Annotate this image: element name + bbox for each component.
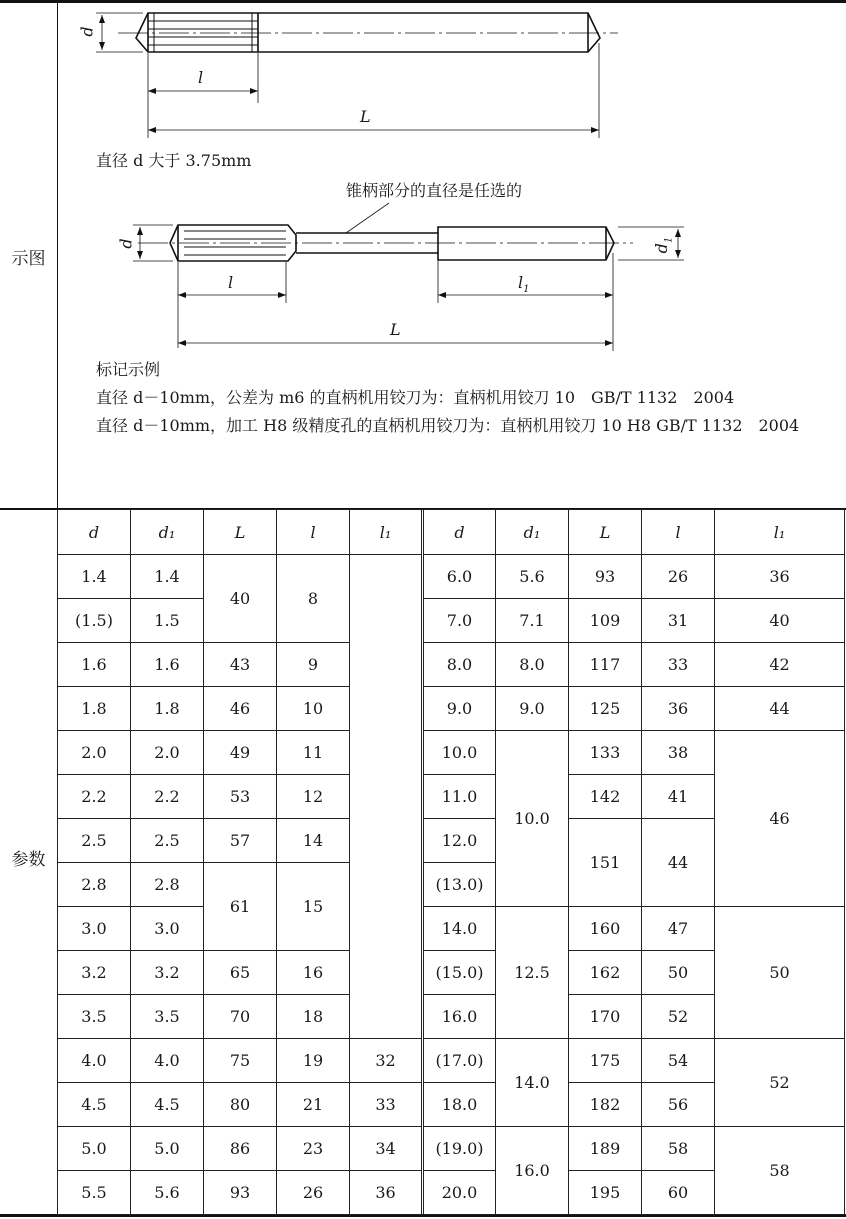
cell: (13.0) [423, 863, 496, 907]
cell: 4.0 [58, 1039, 131, 1083]
bottom-d1-label: $d_1$ [652, 236, 675, 254]
header-d-right: d [423, 510, 496, 555]
cell: 36 [642, 687, 715, 731]
marking-example-1: 直径 d－10mm，公差为 m6 的直柄机用铰刀为：直柄机用铰刀 10 GB/T 1132 2004 [96, 388, 735, 407]
cell: 182 [569, 1083, 642, 1127]
cell: 9.0 [496, 687, 569, 731]
cell: 3.0 [58, 907, 131, 951]
cell: 23 [277, 1127, 350, 1171]
cell: 16.0 [423, 995, 496, 1039]
cell: 65 [204, 951, 277, 995]
cell: 19 [277, 1039, 350, 1083]
table-row [58, 1127, 845, 1171]
cell: 11.0 [423, 775, 496, 819]
cell: 4.5 [58, 1083, 131, 1127]
cell: 9.0 [423, 687, 496, 731]
cell: 8.0 [496, 643, 569, 687]
cell: 18.0 [423, 1083, 496, 1127]
empty-cell [350, 555, 423, 1039]
marking-title: 标记示例 [96, 360, 161, 379]
cell: 46 [204, 687, 277, 731]
cell: 2.2 [131, 775, 204, 819]
cell: 3.2 [131, 951, 204, 995]
cell: 162 [569, 951, 642, 995]
cell: 44 [642, 819, 715, 907]
cell: 117 [569, 643, 642, 687]
cell: (1.5) [58, 599, 131, 643]
cell: 1.6 [131, 643, 204, 687]
cell: 3.2 [58, 951, 131, 995]
cell: 31 [642, 599, 715, 643]
cell: 7.0 [423, 599, 496, 643]
cell: (15.0) [423, 951, 496, 995]
cell: 109 [569, 599, 642, 643]
cell: 93 [569, 555, 642, 599]
cell: 5.6 [131, 1171, 204, 1215]
cell: 195 [569, 1171, 642, 1215]
header-d: d [58, 510, 131, 555]
taper-shank-note: 锥柄部分的直径是任选的 [346, 181, 523, 200]
cell: 16 [277, 951, 350, 995]
cell: 1.5 [131, 599, 204, 643]
cell: 175 [569, 1039, 642, 1083]
cell: 3.0 [131, 907, 204, 951]
header-d1: d₁ [131, 510, 204, 555]
table-header-row [58, 510, 845, 555]
parameter-table [57, 509, 845, 1215]
cell: 43 [204, 643, 277, 687]
cell: 14 [277, 819, 350, 863]
cell: 2.5 [131, 819, 204, 863]
top-L-label: L [360, 107, 371, 126]
cell: 189 [569, 1127, 642, 1171]
cell: 2.8 [58, 863, 131, 907]
table-row [58, 599, 845, 643]
marking-examples [76, 356, 836, 440]
bottom-d-label: d [116, 238, 136, 249]
cell: 93 [204, 1171, 277, 1215]
bottom-l1-label: $l_1$ [518, 273, 530, 296]
table-row [58, 643, 845, 687]
table-row [58, 731, 845, 775]
cell: 3.5 [131, 995, 204, 1039]
header-l1-right: l₁ [715, 510, 845, 555]
cell: 1.6 [58, 643, 131, 687]
top-l-label: l [198, 68, 204, 87]
cell: 42 [715, 643, 845, 687]
cell: 8.0 [423, 643, 496, 687]
cell: 170 [569, 995, 642, 1039]
cell: 58 [715, 1127, 845, 1215]
table-row [58, 687, 845, 731]
cell: 26 [277, 1171, 350, 1215]
cell: 10.0 [496, 731, 569, 907]
cell: 61 [204, 863, 277, 951]
cell: 5.0 [58, 1127, 131, 1171]
params-row-label: 参数 [11, 850, 46, 870]
cell: 1.4 [131, 555, 204, 599]
cell: 21 [277, 1083, 350, 1127]
cell: 12.5 [496, 907, 569, 1039]
cell: 41 [642, 775, 715, 819]
header-l: l [277, 510, 350, 555]
cell: 40 [204, 555, 277, 643]
cell: 33 [642, 643, 715, 687]
cell: 7.1 [496, 599, 569, 643]
table-row [58, 555, 845, 599]
cell: 5.5 [58, 1171, 131, 1215]
cell: 2.0 [58, 731, 131, 775]
header-l1: l₁ [350, 510, 423, 555]
cell: 47 [642, 907, 715, 951]
cell: 151 [569, 819, 642, 907]
cell: 15 [277, 863, 350, 951]
cell: 56 [642, 1083, 715, 1127]
cell: 60 [642, 1171, 715, 1215]
cell: 86 [204, 1127, 277, 1171]
cell: 3.5 [58, 995, 131, 1039]
cell: 52 [642, 995, 715, 1039]
cell: 2.0 [131, 731, 204, 775]
cell: 36 [350, 1171, 423, 1215]
cell: 1.4 [58, 555, 131, 599]
cell: 10.0 [423, 731, 496, 775]
cell: 44 [715, 687, 845, 731]
cell: 2.5 [58, 819, 131, 863]
cell: 160 [569, 907, 642, 951]
cell: 52 [715, 1039, 845, 1127]
header-l-right: l [642, 510, 715, 555]
cell: 38 [642, 731, 715, 775]
cell: 46 [715, 731, 845, 907]
cell: 18 [277, 995, 350, 1039]
cell: 5.0 [131, 1127, 204, 1171]
cell: 32 [350, 1039, 423, 1083]
bottom-L-label: L [390, 320, 401, 339]
cell: 6.0 [423, 555, 496, 599]
diagram-row-label: 示图 [11, 249, 46, 269]
cell: 57 [204, 819, 277, 863]
cell: 2.8 [131, 863, 204, 907]
cell: 36 [715, 555, 845, 599]
cell: 12.0 [423, 819, 496, 863]
cell: 9 [277, 643, 350, 687]
cell: 80 [204, 1083, 277, 1127]
cell: 14.0 [496, 1039, 569, 1127]
cell: 70 [204, 995, 277, 1039]
cell: 50 [642, 951, 715, 995]
cell: 54 [642, 1039, 715, 1083]
cell: 10 [277, 687, 350, 731]
table-row [58, 907, 845, 951]
cell: 20.0 [423, 1171, 496, 1215]
cell: 125 [569, 687, 642, 731]
header-d1-right: d₁ [496, 510, 569, 555]
cell: (19.0) [423, 1127, 496, 1171]
header-L-right: L [569, 510, 642, 555]
cell: 1.8 [131, 687, 204, 731]
cell: 53 [204, 775, 277, 819]
cell: 142 [569, 775, 642, 819]
cell: 40 [715, 599, 845, 643]
cell: 4.0 [131, 1039, 204, 1083]
cell: 11 [277, 731, 350, 775]
cell: 33 [350, 1083, 423, 1127]
cell: 26 [642, 555, 715, 599]
cell: 5.6 [496, 555, 569, 599]
header-L: L [204, 510, 277, 555]
cell: 14.0 [423, 907, 496, 951]
cell: 2.2 [58, 775, 131, 819]
cell: 1.8 [58, 687, 131, 731]
bottom-l-label: l [228, 273, 234, 292]
cell: (17.0) [423, 1039, 496, 1083]
cell: 133 [569, 731, 642, 775]
cell: 16.0 [496, 1127, 569, 1215]
cell: 49 [204, 731, 277, 775]
cell: 34 [350, 1127, 423, 1171]
cell: 12 [277, 775, 350, 819]
top-d-label: d [77, 26, 97, 37]
table-row [58, 1039, 845, 1083]
cell: 75 [204, 1039, 277, 1083]
cell: 50 [715, 907, 845, 1039]
cell: 58 [642, 1127, 715, 1171]
cell: 4.5 [131, 1083, 204, 1127]
marking-example-2: 直径 d－10mm，加工 H8 级精度孔的直柄机用铰刀为：直柄机用铰刀 10 H8 GB/T 1132 2004 [96, 416, 800, 435]
cell: 8 [277, 555, 350, 643]
top-caption: 直径 d 大于 3.75mm [96, 151, 252, 170]
